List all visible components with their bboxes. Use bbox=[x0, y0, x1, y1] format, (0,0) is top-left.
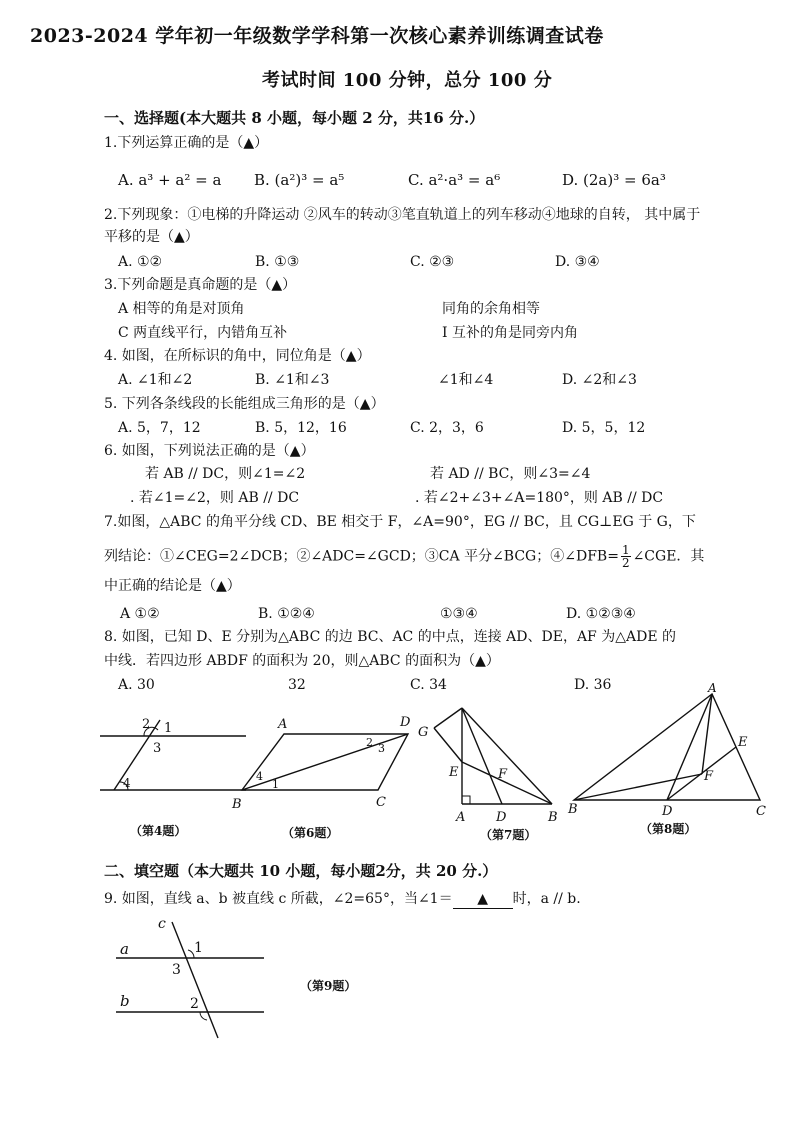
fig7-right-angle-a bbox=[462, 796, 470, 804]
q8-option-d: D. 36 bbox=[574, 677, 612, 693]
fig8-caption: （第8题） bbox=[640, 822, 697, 836]
fig8-label-e: E bbox=[738, 735, 748, 750]
page-title: 2023-2024 学年初一年级数学学科第一次核心素养训练调查试卷 bbox=[30, 25, 604, 47]
q7-conclusions-a: 列结论：①∠CEG=2∠DCB；②∠ADC=∠GCD；③CA 平分∠BCG；④∠DFB= bbox=[104, 548, 619, 565]
q2-stem-line2: 平移的是（▲） bbox=[104, 229, 199, 245]
q9-stem-post: 时，a // b. bbox=[512, 891, 581, 907]
fig7-label-d: D bbox=[496, 810, 507, 825]
fig7-line-ge bbox=[434, 728, 462, 762]
fig4-label-4: 4 bbox=[123, 776, 131, 790]
q7-option-d: D. ①②③④ bbox=[566, 606, 636, 622]
figure-7 bbox=[414, 700, 558, 830]
q6-stem: 6. 如图，下列说法正确的是（▲） bbox=[104, 443, 315, 459]
q7-fraction-denominator: 2 bbox=[621, 556, 630, 570]
q6-option-d: . 若∠2+∠3+∠A=180°，则 AB // DC bbox=[415, 490, 664, 506]
fig6-label-3: 3 bbox=[378, 742, 385, 755]
q4-option-d: D. ∠2和∠3 bbox=[562, 372, 637, 388]
fig9-caption: （第9题） bbox=[300, 979, 357, 993]
q8-stem-line2: 中线．若四边形 ABDF 的面积为 20，则△ABC 的面积为（▲） bbox=[104, 653, 500, 669]
q4-option-a: A. ∠1和∠2 bbox=[118, 372, 193, 388]
q7-fraction-numerator: 1 bbox=[621, 543, 630, 557]
q7-stem-line3: 中正确的结论是（▲） bbox=[104, 578, 241, 594]
q1-option-d: D. (2a)³ = 6a³ bbox=[562, 171, 666, 189]
q6-option-c: . 若∠1=∠2，则 AB // DC bbox=[130, 490, 300, 506]
fig6-label-a: A bbox=[278, 717, 288, 732]
fig8-label-b: B bbox=[568, 802, 578, 817]
q3-stem: 3.下列命题是真命题的是（▲） bbox=[104, 277, 297, 293]
fig4-caption: （第4题） bbox=[130, 824, 187, 838]
fig7-line-cd bbox=[462, 708, 502, 804]
fig9-label-c: c bbox=[158, 916, 166, 932]
q3-option-a: A 相等的角是对顶角 bbox=[118, 301, 245, 317]
figure-9 bbox=[112, 912, 272, 1042]
q7-stem: 7.如图，△ABC 的角平分线 CD、BE 相交于 F，∠A=90°，EG // BC，且 CG⊥EG 于 G，下 bbox=[104, 514, 696, 530]
q4-stem: 4. 如图，在所标识的角中，同位角是（▲） bbox=[104, 348, 371, 364]
section2-heading: 二、填空题（本大题共 10 小题，每小题2分，共 20 分.） bbox=[104, 862, 498, 880]
q5-option-d: D. 5，5，12 bbox=[562, 420, 646, 436]
q5-option-a: A. 5，7，12 bbox=[118, 420, 201, 436]
q3-option-b: 同角的余角相等 bbox=[442, 301, 540, 317]
fig6-caption: （第6题） bbox=[282, 826, 339, 840]
q2-option-b: B. ①③ bbox=[255, 254, 300, 270]
q7-conclusions-b: ∠CGE．其 bbox=[632, 548, 705, 565]
q2-stem: 2.下列现象：①电梯的升降运动 ②风车的转动③笔直轨道上的列车移动④地球的自转， 其中属于 bbox=[104, 207, 701, 223]
q4-option-b: B. ∠1和∠3 bbox=[255, 372, 330, 388]
figure-6 bbox=[228, 712, 411, 812]
fig7-line-cb bbox=[462, 708, 552, 804]
fig9-label-3: 3 bbox=[172, 962, 181, 978]
q2-option-c: C. ②③ bbox=[410, 254, 455, 270]
q1-stem: 1.下列运算正确的是（▲） bbox=[104, 135, 269, 151]
fig8-label-d: D bbox=[662, 804, 673, 819]
q2-option-d: D. ③④ bbox=[555, 254, 600, 270]
fig6-label-2: 2 bbox=[366, 736, 373, 749]
fig7-label-f: F bbox=[498, 767, 508, 782]
q7-option-b: B. ①②④ bbox=[258, 606, 315, 622]
fig7-line-cg bbox=[434, 708, 462, 728]
q8-stem: 8. 如图，已知 D、E 分别为△ABC 的边 BC、AC 的中点，连接 AD、DE，AF 为△ADE 的 bbox=[104, 629, 676, 645]
fig9-label-b: b bbox=[120, 992, 130, 1010]
q1-option-a: A. a³ + a² = a bbox=[118, 171, 222, 189]
q5-option-c: C. 2，3，6 bbox=[410, 420, 484, 436]
q3-option-d: I 互补的角是同旁内角 bbox=[442, 325, 578, 341]
fig9-angle-arc-2 bbox=[200, 1012, 207, 1020]
fig6-label-d: D bbox=[400, 715, 411, 730]
fig7-label-e: E bbox=[449, 765, 459, 780]
fig7-label-b: B bbox=[548, 810, 558, 825]
fig9-label-2: 2 bbox=[190, 996, 199, 1012]
q6-option-b: 若 AD // BC，则∠3=∠4 bbox=[430, 466, 591, 482]
q9-stem bbox=[104, 890, 581, 909]
page-subtitle: 考试时间 100 分钟，总分 100 分 bbox=[262, 70, 553, 91]
fig8-label-f: F bbox=[704, 769, 714, 784]
q7-fraction bbox=[621, 544, 631, 569]
q9-stem-pre: 9. 如图，直线 a、b 被直线 c 所截，∠2=65°，当∠1＝ bbox=[104, 891, 453, 907]
fig9-label-a: a bbox=[120, 940, 129, 958]
q8-option-c: C. 34 bbox=[410, 677, 447, 693]
fig8-label-a: A bbox=[708, 681, 717, 695]
q1-option-c: C. a²·a³ = a⁶ bbox=[408, 171, 501, 189]
figure-4 bbox=[96, 708, 246, 818]
fig8-label-c: C bbox=[756, 804, 766, 819]
q2-option-a: A. ①② bbox=[118, 254, 163, 270]
fig6-label-b: B bbox=[232, 797, 242, 812]
fig4-label-2: 2 bbox=[142, 717, 151, 732]
q7-option-c: ①③④ bbox=[440, 606, 478, 622]
fig7-label-g: G bbox=[418, 725, 429, 740]
fig6-label-4: 4 bbox=[256, 770, 263, 783]
fig7-caption: （第7题） bbox=[480, 828, 537, 842]
fig7-label-a: A bbox=[456, 810, 466, 825]
fig9-label-1: 1 bbox=[194, 940, 203, 956]
fig6-label-1: 1 bbox=[272, 778, 279, 791]
q4-option-c: ∠1和∠4 bbox=[438, 372, 494, 388]
fig4-label-1: 1 bbox=[164, 721, 173, 736]
fig4-label-3: 3 bbox=[153, 741, 162, 756]
section1-heading: 一、选择题(本大题共 8 小题，每小题 2 分，共16 分.） bbox=[104, 109, 485, 127]
q1-option-b: B. (a²)³ = a⁵ bbox=[254, 171, 345, 189]
q3-option-c: C 两直线平行，内错角互补 bbox=[118, 325, 288, 341]
q7-conclusions bbox=[104, 544, 704, 569]
fig6-label-c: C bbox=[376, 795, 386, 810]
q9-answer-blank[interactable]: ▲ bbox=[453, 890, 513, 909]
q6-option-a: 若 AB // DC，则∠1=∠2 bbox=[145, 466, 306, 482]
q5-option-b: B. 5，12，16 bbox=[255, 420, 347, 436]
q8-option-a: A. 30 bbox=[118, 677, 155, 693]
q5-stem: 5. 下列各条线段的长能组成三角形的是（▲） bbox=[104, 396, 385, 412]
q7-option-a: A ①② bbox=[120, 606, 160, 622]
q8-option-b: 32 bbox=[288, 677, 306, 693]
fig8-triangle-abc bbox=[574, 694, 760, 800]
